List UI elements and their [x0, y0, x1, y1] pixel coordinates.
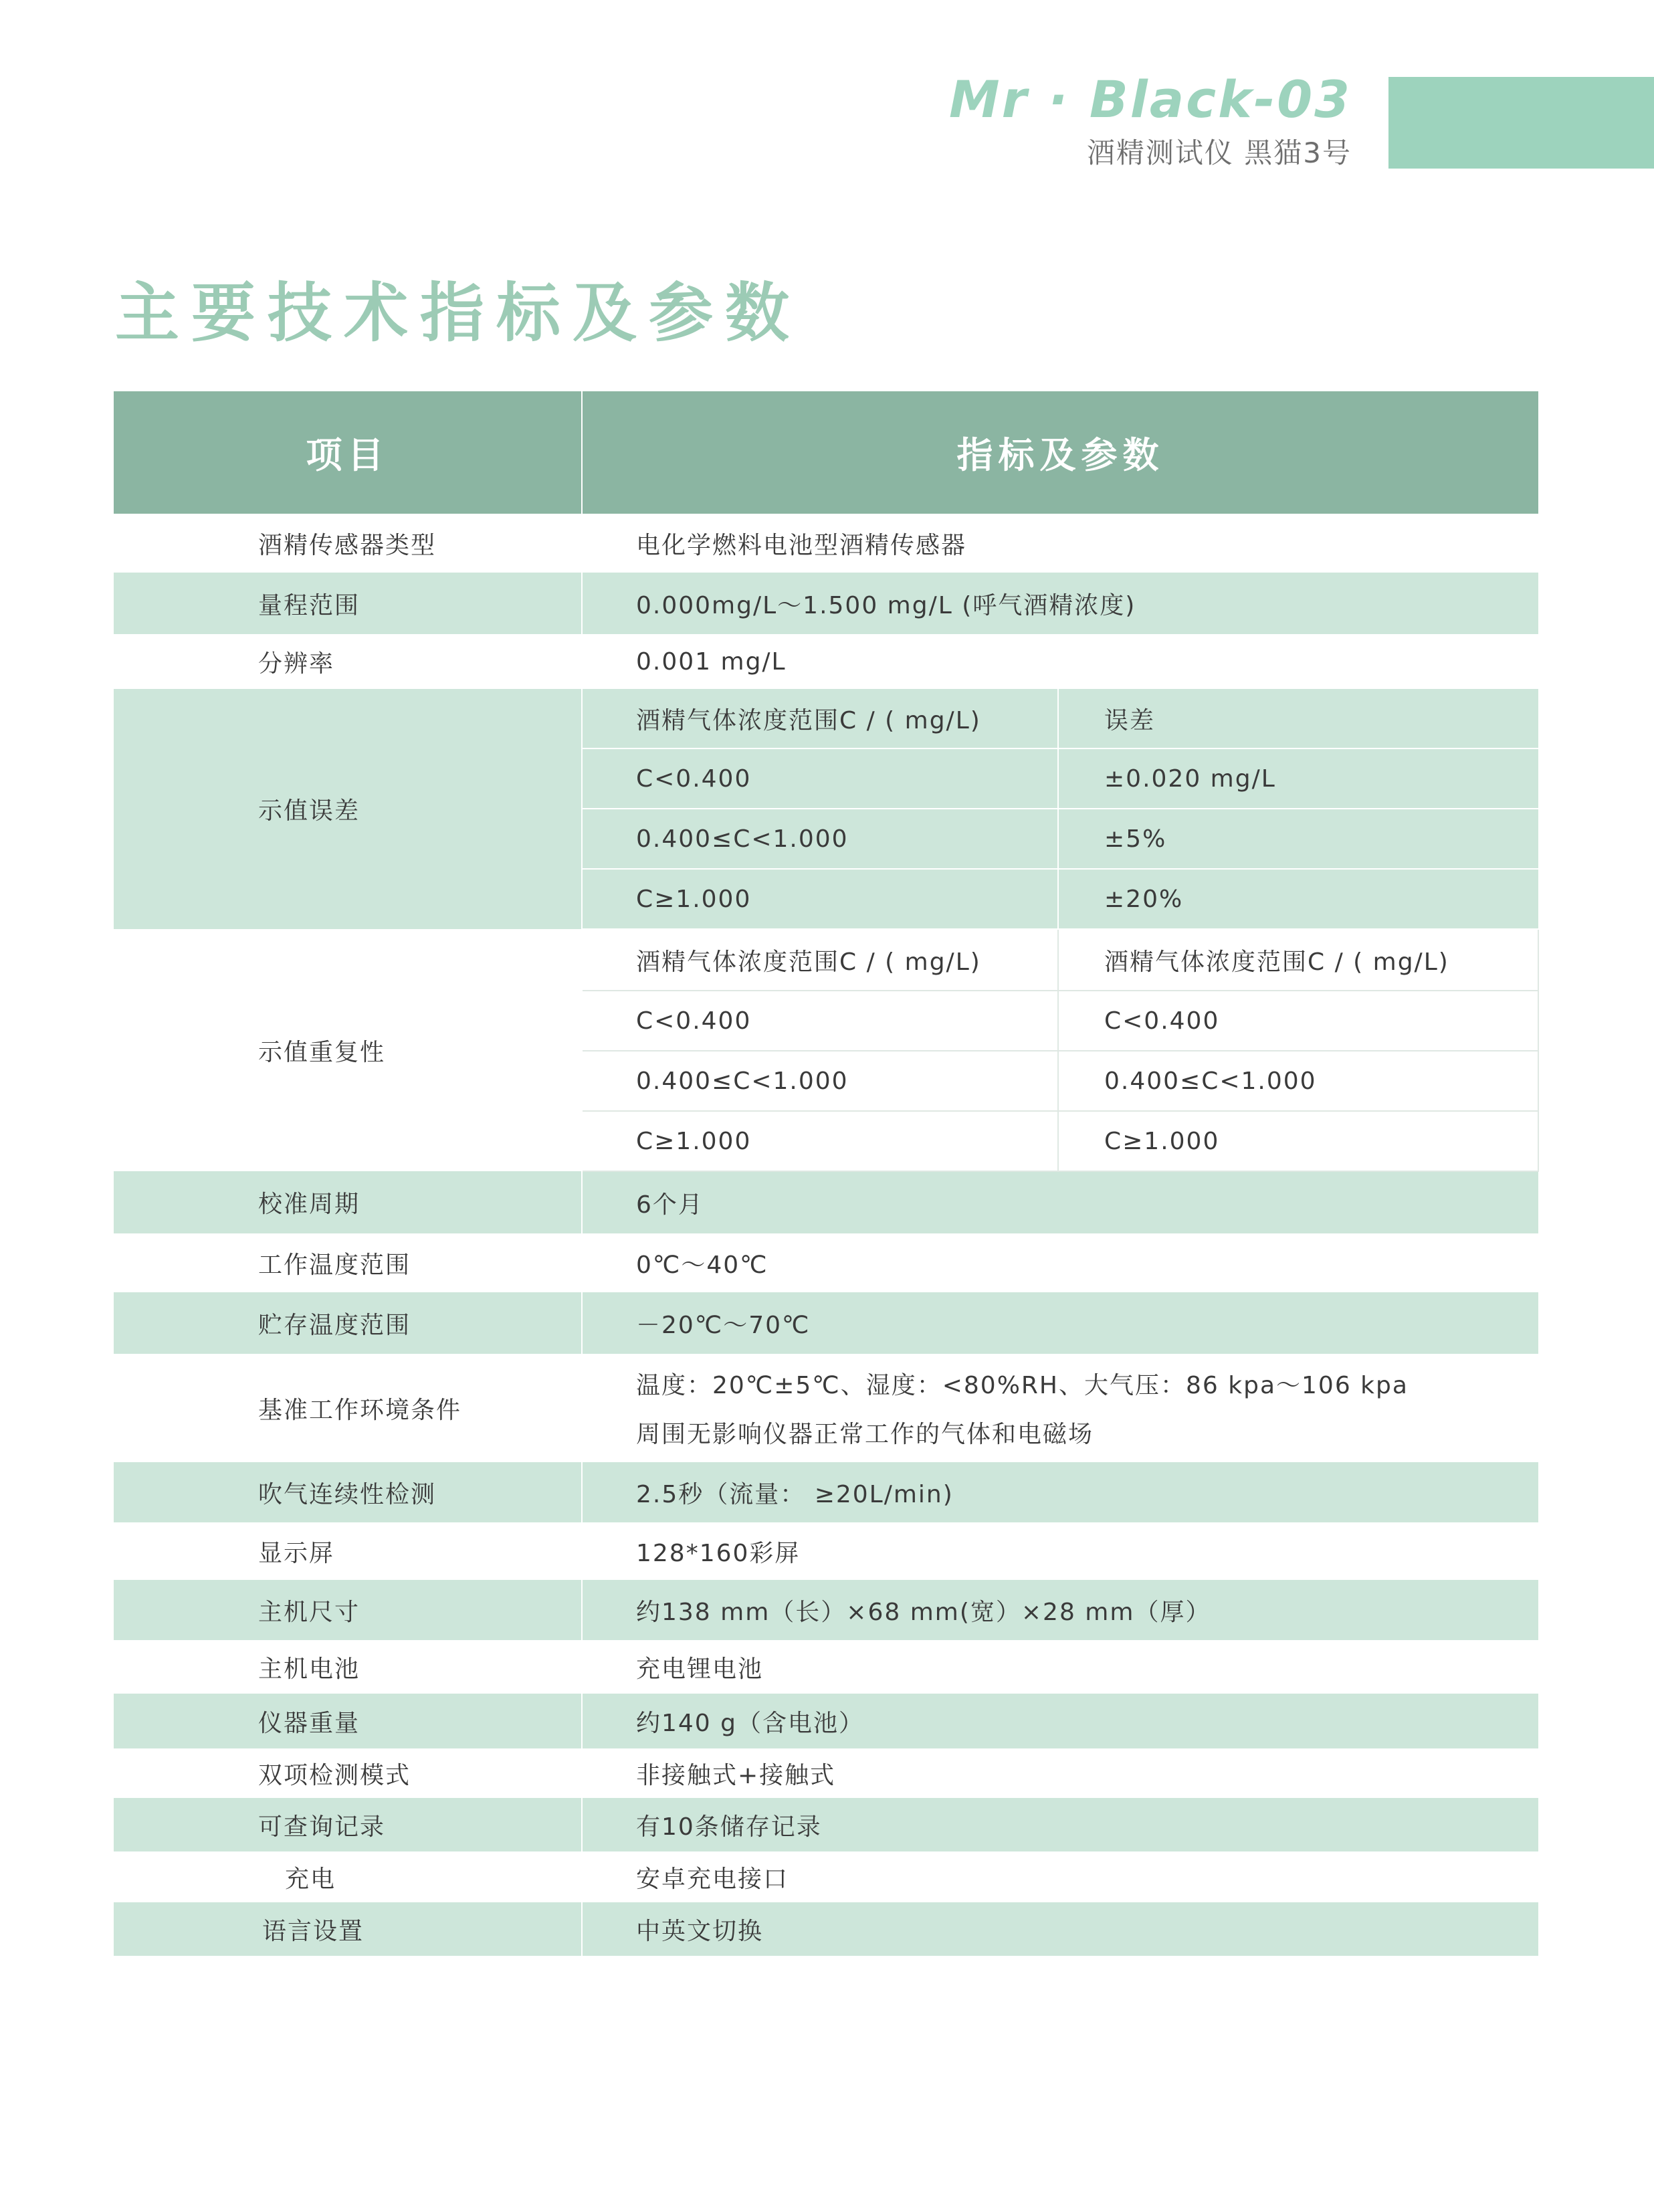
- spec-table: [114, 391, 1539, 1956]
- row-value: 6个月: [582, 1171, 1538, 1233]
- row-item: 可查询记录: [114, 1798, 582, 1851]
- row-value: 0℃～40℃: [582, 1233, 1538, 1292]
- row-item: 工作温度范围: [114, 1233, 582, 1292]
- table-row: [114, 1171, 1538, 1233]
- row-item: 示值误差: [114, 689, 582, 929]
- sub-cell: C≥1.000: [582, 869, 1058, 929]
- env-line-1: 温度：20℃±5℃、湿度：<80%RH、大气压：86 kpa～106 kpa: [636, 1372, 1409, 1399]
- table-row: [114, 1748, 1538, 1798]
- header-item: 项目: [114, 391, 582, 514]
- row-item: 双项检测模式: [114, 1748, 582, 1798]
- row-value: 0.000mg/L～1.500 mg/L (呼气酒精浓度): [582, 573, 1538, 634]
- row-item: 示值重复性: [114, 929, 582, 1171]
- row-value: －20℃～70℃: [582, 1292, 1538, 1354]
- table-row: [114, 514, 1538, 573]
- sub-cell: 酒精气体浓度范围C / ( mg/L): [582, 689, 1058, 748]
- table-row: [114, 1580, 1538, 1640]
- row-value: 128*160彩屏: [582, 1522, 1538, 1580]
- row-value: 约140 g（含电池）: [582, 1694, 1538, 1748]
- row-value: 约138 mm（长）×68 mm(宽）×28 mm（厚）: [582, 1580, 1538, 1640]
- row-item: 主机电池: [114, 1640, 582, 1694]
- sub-cell: 0.400≤C<1.000: [582, 1051, 1058, 1111]
- table-row: [114, 573, 1538, 634]
- env-line-2: 周围无影响仪器正常工作的气体和电磁场: [636, 1421, 1094, 1448]
- row-item: 量程范围: [114, 573, 582, 634]
- row-value: 充电锂电池: [582, 1640, 1538, 1694]
- row-item: 酒精传感器类型: [114, 514, 582, 573]
- brand-name: Mr · Black-03: [948, 70, 1352, 129]
- row-item: 语言设置: [114, 1902, 582, 1956]
- row-value: 0.001 mg/L: [582, 634, 1538, 689]
- table-row: [114, 1292, 1538, 1354]
- row-item: 校准周期: [114, 1171, 582, 1233]
- table-row: [114, 689, 1538, 748]
- row-value: 安卓充电接口: [582, 1851, 1538, 1902]
- row-value: 非接触式+接触式: [582, 1748, 1538, 1798]
- table-row: [114, 1851, 1538, 1902]
- table-row: [114, 929, 1538, 991]
- table-row: [114, 1354, 1538, 1462]
- sub-cell: 误差: [1058, 689, 1538, 748]
- sub-cell: 0.400≤C<1.000: [1058, 1051, 1538, 1111]
- brand-subtitle: 酒精测试仪 黑猫3号: [1086, 136, 1352, 169]
- sub-cell: ±0.020 mg/L: [1058, 748, 1538, 809]
- page-title: 主要技术指标及参数: [115, 276, 801, 350]
- row-item: 主机尺寸: [114, 1580, 582, 1640]
- sub-cell: ±20%: [1058, 869, 1538, 929]
- table-row: [114, 1694, 1538, 1748]
- row-item: 仪器重量: [114, 1694, 582, 1748]
- sub-cell: C≥1.000: [582, 1111, 1058, 1171]
- row-item: 贮存温度范围: [114, 1292, 582, 1354]
- row-value: 有10条储存记录: [582, 1798, 1538, 1851]
- row-value: [582, 1354, 1538, 1462]
- header-value: 指标及参数: [582, 391, 1538, 514]
- sub-cell: ±5%: [1058, 809, 1538, 869]
- row-item: 吹气连续性检测: [114, 1462, 582, 1522]
- row-item: 基准工作环境条件: [114, 1354, 582, 1462]
- row-item: 充电: [114, 1851, 582, 1902]
- row-value: 电化学燃料电池型酒精传感器: [582, 514, 1538, 573]
- sub-cell: C<0.400: [582, 748, 1058, 809]
- brand-color-bar: [1388, 77, 1654, 169]
- row-value: 2.5秒（流量： ≥20L/min): [582, 1462, 1538, 1522]
- row-value: 中英文切换: [582, 1902, 1538, 1956]
- sub-cell: 酒精气体浓度范围C / ( mg/L): [582, 929, 1058, 991]
- table-row: [114, 1522, 1538, 1580]
- sub-cell: 0.400≤C<1.000: [582, 809, 1058, 869]
- table-row: [114, 1233, 1538, 1292]
- sub-cell: 酒精气体浓度范围C / ( mg/L): [1058, 929, 1538, 991]
- table-row: [114, 1462, 1538, 1522]
- sub-cell: C<0.400: [1058, 991, 1538, 1051]
- sub-cell: C<0.400: [582, 991, 1058, 1051]
- table-header: [114, 391, 1538, 514]
- table-row: [114, 1902, 1538, 1956]
- row-item: 显示屏: [114, 1522, 582, 1580]
- sub-cell: C≥1.000: [1058, 1111, 1538, 1171]
- row-item: 分辨率: [114, 634, 582, 689]
- table-row: [114, 1798, 1538, 1851]
- table-row: [114, 634, 1538, 689]
- table-row: [114, 1640, 1538, 1694]
